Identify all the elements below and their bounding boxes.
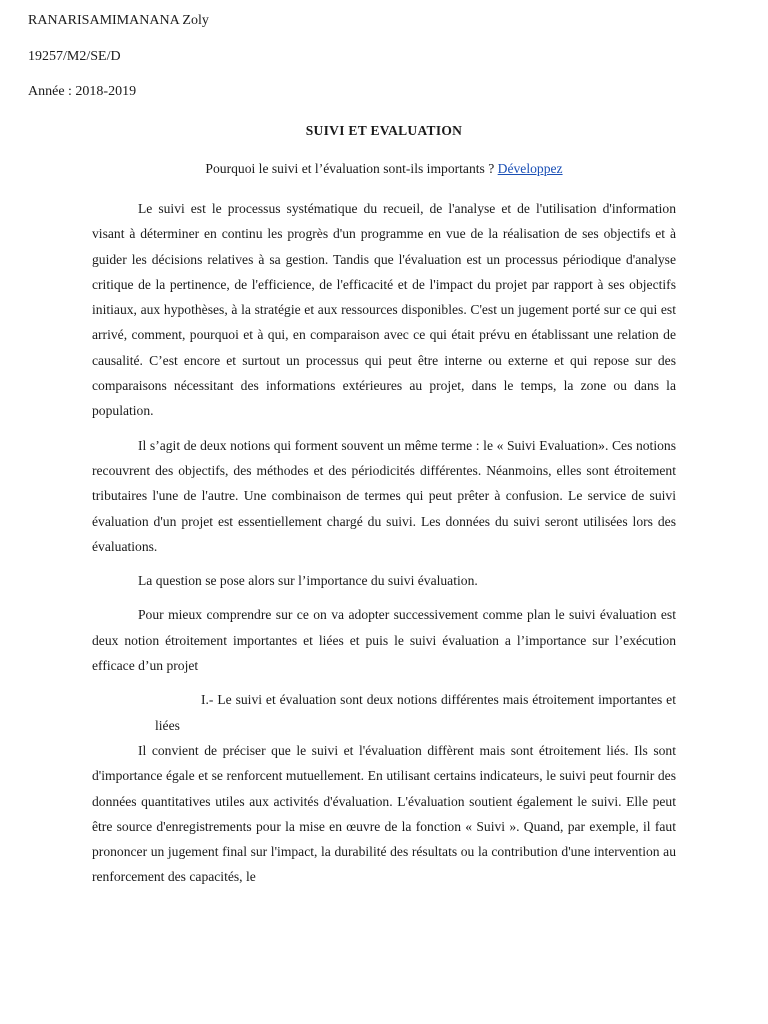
paragraph-5: Il convient de préciser que le suivi et l'évaluation diffèrent mais sont étroitement liés. Ils sont d'importance égale et se renforcent mutuellement. En utilisant certains indicateurs, le suivi peut fournir des données quantitatives utiles aux activités d'évaluation. L'évaluation soutient également le suivi. Elle peut être source d'enregistrements pour la mise en œuvre de la fonction « Suivi ». Quand, par exemple, il faut prononcer un jugement final sur l'impact, la durabilité des résultats ou la contribution d'une intervention au renforcement des capacités, le bbox=[92, 742, 676, 885]
paragraph-4: Pour mieux comprendre sur ce on va adopter successivement comme plan le suivi évaluation est deux notion étroitement importantes et liées et puis le suivi évaluation a l’importance sur l’exécution efficace d’un projet bbox=[92, 607, 676, 674]
develop-link[interactable]: Développez bbox=[497, 161, 563, 176]
paragraph-1: Le suivi est le processus systématique du recueil, de l'analyse et de l'utilisation d'information visant à déterminer en continu les progrès d'un programme en vue de la réalisation de ses objectifs et à guider les décisions relatives à sa gestion. Tandis que l'évaluation est un processus périodique d'analyse critique de la pertinence, de l'efficience, de l'efficacité et de l'impact du projet par rapport à ses objectifs initiaux, aux hypothèses, à la stratégie et aux ressources disponibles. C'est un jugement porté sur ce qui est arrivé, comment, pourquoi et à qui, en comparaison avec ce qui était prévu en établissant une relation de causalité. C’est encore et surtout un processus qui peut être interne ou externe et qui repose sur des comparaisons nécessitant des informations extérieures au projet, dans le temps, la zone ou dans la population. bbox=[92, 201, 676, 419]
paragraph-3: La question se pose alors sur l’importance du suivi évaluation. bbox=[138, 573, 478, 589]
student-id: 19257/M2/SE/D bbox=[28, 49, 121, 64]
question-text: Pourquoi le suivi et l’évaluation sont-ils importants ? bbox=[205, 161, 498, 176]
document-title: SUIVI ET EVALUATION bbox=[305, 123, 463, 138]
academic-year: Année : 2018-2019 bbox=[28, 84, 137, 99]
question-line bbox=[0, 161, 768, 177]
paragraph-2: Il s’agit de deux notions qui forment souvent un même terme : le « Suivi Evaluation». Ces notions recouvrent des objectifs, des méthodes et des périodicités différentes. Néanmoins, elles sont étroitement tributaires l'une de l'autre. Une combinaison de termes qui peut prêter à confusion. Le service de suivi évaluation d'un projet est essentiellement chargé du suivi. Les données du suivi seront utilisées lors des évaluations. bbox=[92, 437, 676, 554]
author-name: RANARISAMIMANANA Zoly bbox=[28, 13, 209, 28]
section-heading: I.- Le suivi et évaluation sont deux notions différentes mais étroitement importantes et liées bbox=[155, 692, 676, 733]
body-text bbox=[92, 196, 676, 890]
